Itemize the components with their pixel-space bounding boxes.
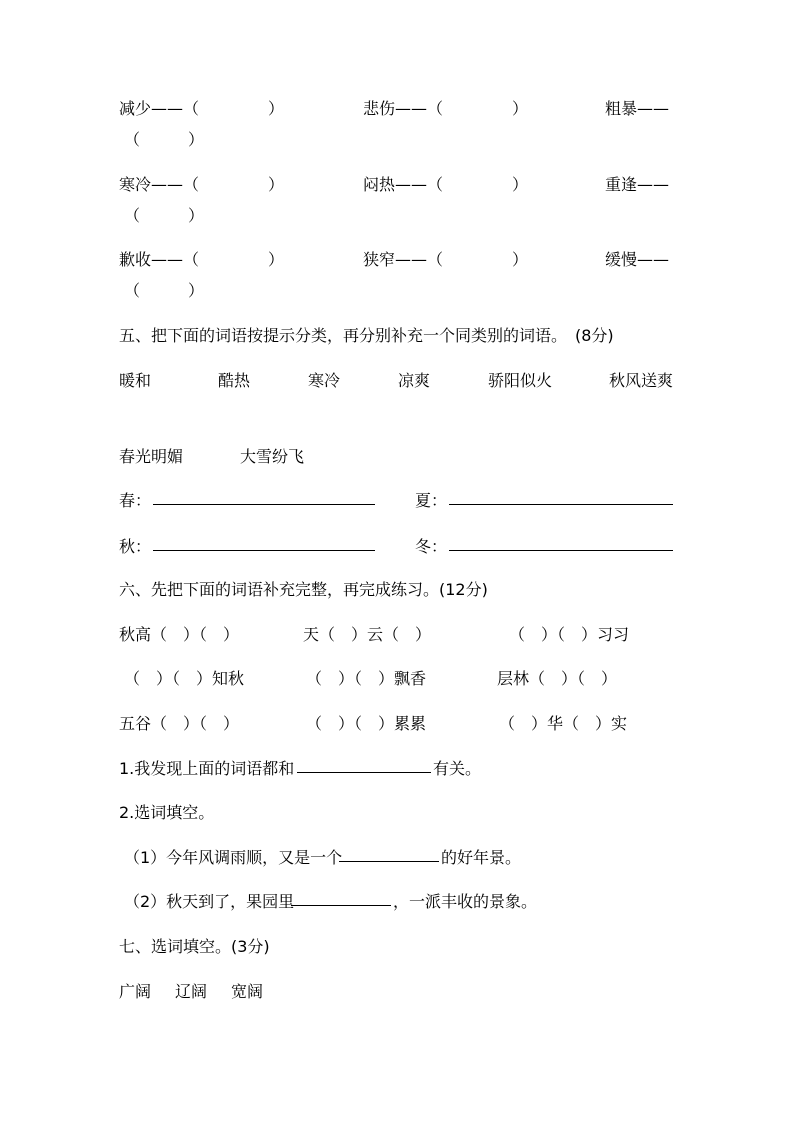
word-chip: 秋风送爽	[609, 371, 674, 390]
section-7-title: 七、选词填空。(3分)	[119, 937, 270, 956]
antonym-item: 闷热——（	[363, 175, 444, 194]
antonym-wrap-blank: （ ）	[124, 206, 205, 225]
label-spring: 春：	[119, 491, 152, 510]
antonym-item: 歉收——（	[119, 250, 200, 269]
idiom-fill: （ ）（ ）习习	[509, 625, 630, 644]
antonym-close: ）	[512, 250, 529, 269]
antonym-close: ）	[268, 99, 285, 118]
question-2b-blank[interactable]	[291, 891, 391, 906]
idiom-fill: （ ）（ ）飘香	[306, 669, 427, 688]
word-chip: 大雪纷飞	[240, 447, 305, 466]
antonym-item: 粗暴——	[605, 99, 670, 118]
question-1-blank[interactable]	[297, 758, 431, 773]
idiom-fill: （ ）（ ）累累	[306, 714, 427, 733]
question-2a-blank[interactable]	[339, 847, 439, 862]
antonym-close: ）	[512, 175, 529, 194]
question-2a-suffix: 的好年景。	[441, 848, 522, 867]
word-chip: 酷热	[218, 371, 251, 390]
idiom-fill: 五谷（ ）（ ）	[119, 714, 240, 733]
antonym-close: ）	[512, 99, 529, 118]
word-chip: 骄阳似火	[488, 371, 553, 390]
section-6-title: 六、先把下面的词语补充完整，再完成练习。(12分)	[119, 580, 488, 599]
idiom-fill: 层林（ ）（ ）	[497, 669, 618, 688]
idiom-fill: 天（ ）云（ ）	[303, 625, 432, 644]
word-chip: 春光明媚	[119, 447, 184, 466]
antonym-item: 寒冷——（	[119, 175, 200, 194]
word-chip: 寒冷	[308, 371, 341, 390]
antonym-item: 狭窄——（	[363, 250, 444, 269]
section-5-title: 五、把下面的词语按提示分类，再分别补充一个同类别的词语。 (8分)	[119, 326, 614, 345]
label-autumn: 秋：	[119, 537, 152, 556]
question-1-suffix: 有关。	[433, 759, 482, 778]
antonym-close: ）	[268, 175, 285, 194]
antonym-close: ）	[268, 250, 285, 269]
antonym-item: 重逢——	[605, 175, 670, 194]
answer-line-spring[interactable]	[153, 490, 375, 505]
answer-line-summer[interactable]	[449, 490, 673, 505]
answer-line-autumn[interactable]	[153, 536, 375, 551]
word-chip: 凉爽	[398, 371, 431, 390]
question-2b-suffix: ，一派丰收的景象。	[393, 892, 538, 911]
word-chip: 辽阔	[175, 982, 208, 1001]
idiom-fill: （ ）（ ）知秋	[124, 669, 245, 688]
antonym-item: 悲伤——（	[363, 99, 444, 118]
question-2a-prefix: （1）今年风调雨顺，又是一个	[124, 848, 343, 867]
question-2: 2.选词填空。	[119, 803, 215, 822]
word-chip: 暖和	[119, 371, 152, 390]
word-chip: 宽阔	[231, 982, 264, 1001]
antonym-item: 减少——（	[119, 99, 200, 118]
answer-line-winter[interactable]	[449, 536, 673, 551]
antonym-wrap-blank: （ ）	[124, 281, 205, 300]
word-chip: 广阔	[119, 982, 152, 1001]
question-1-prefix: 1.我发现上面的词语都和	[119, 759, 295, 778]
label-winter: 冬：	[415, 537, 448, 556]
label-summer: 夏：	[415, 491, 448, 510]
question-2b-prefix: （2）秋天到了，果园里	[124, 892, 295, 911]
antonym-wrap-blank: （ ）	[124, 130, 205, 149]
idiom-fill: 秋高（ ）（ ）	[119, 625, 240, 644]
antonym-item: 缓慢——	[605, 250, 670, 269]
idiom-fill: （ ）华（ ）实	[499, 714, 628, 733]
